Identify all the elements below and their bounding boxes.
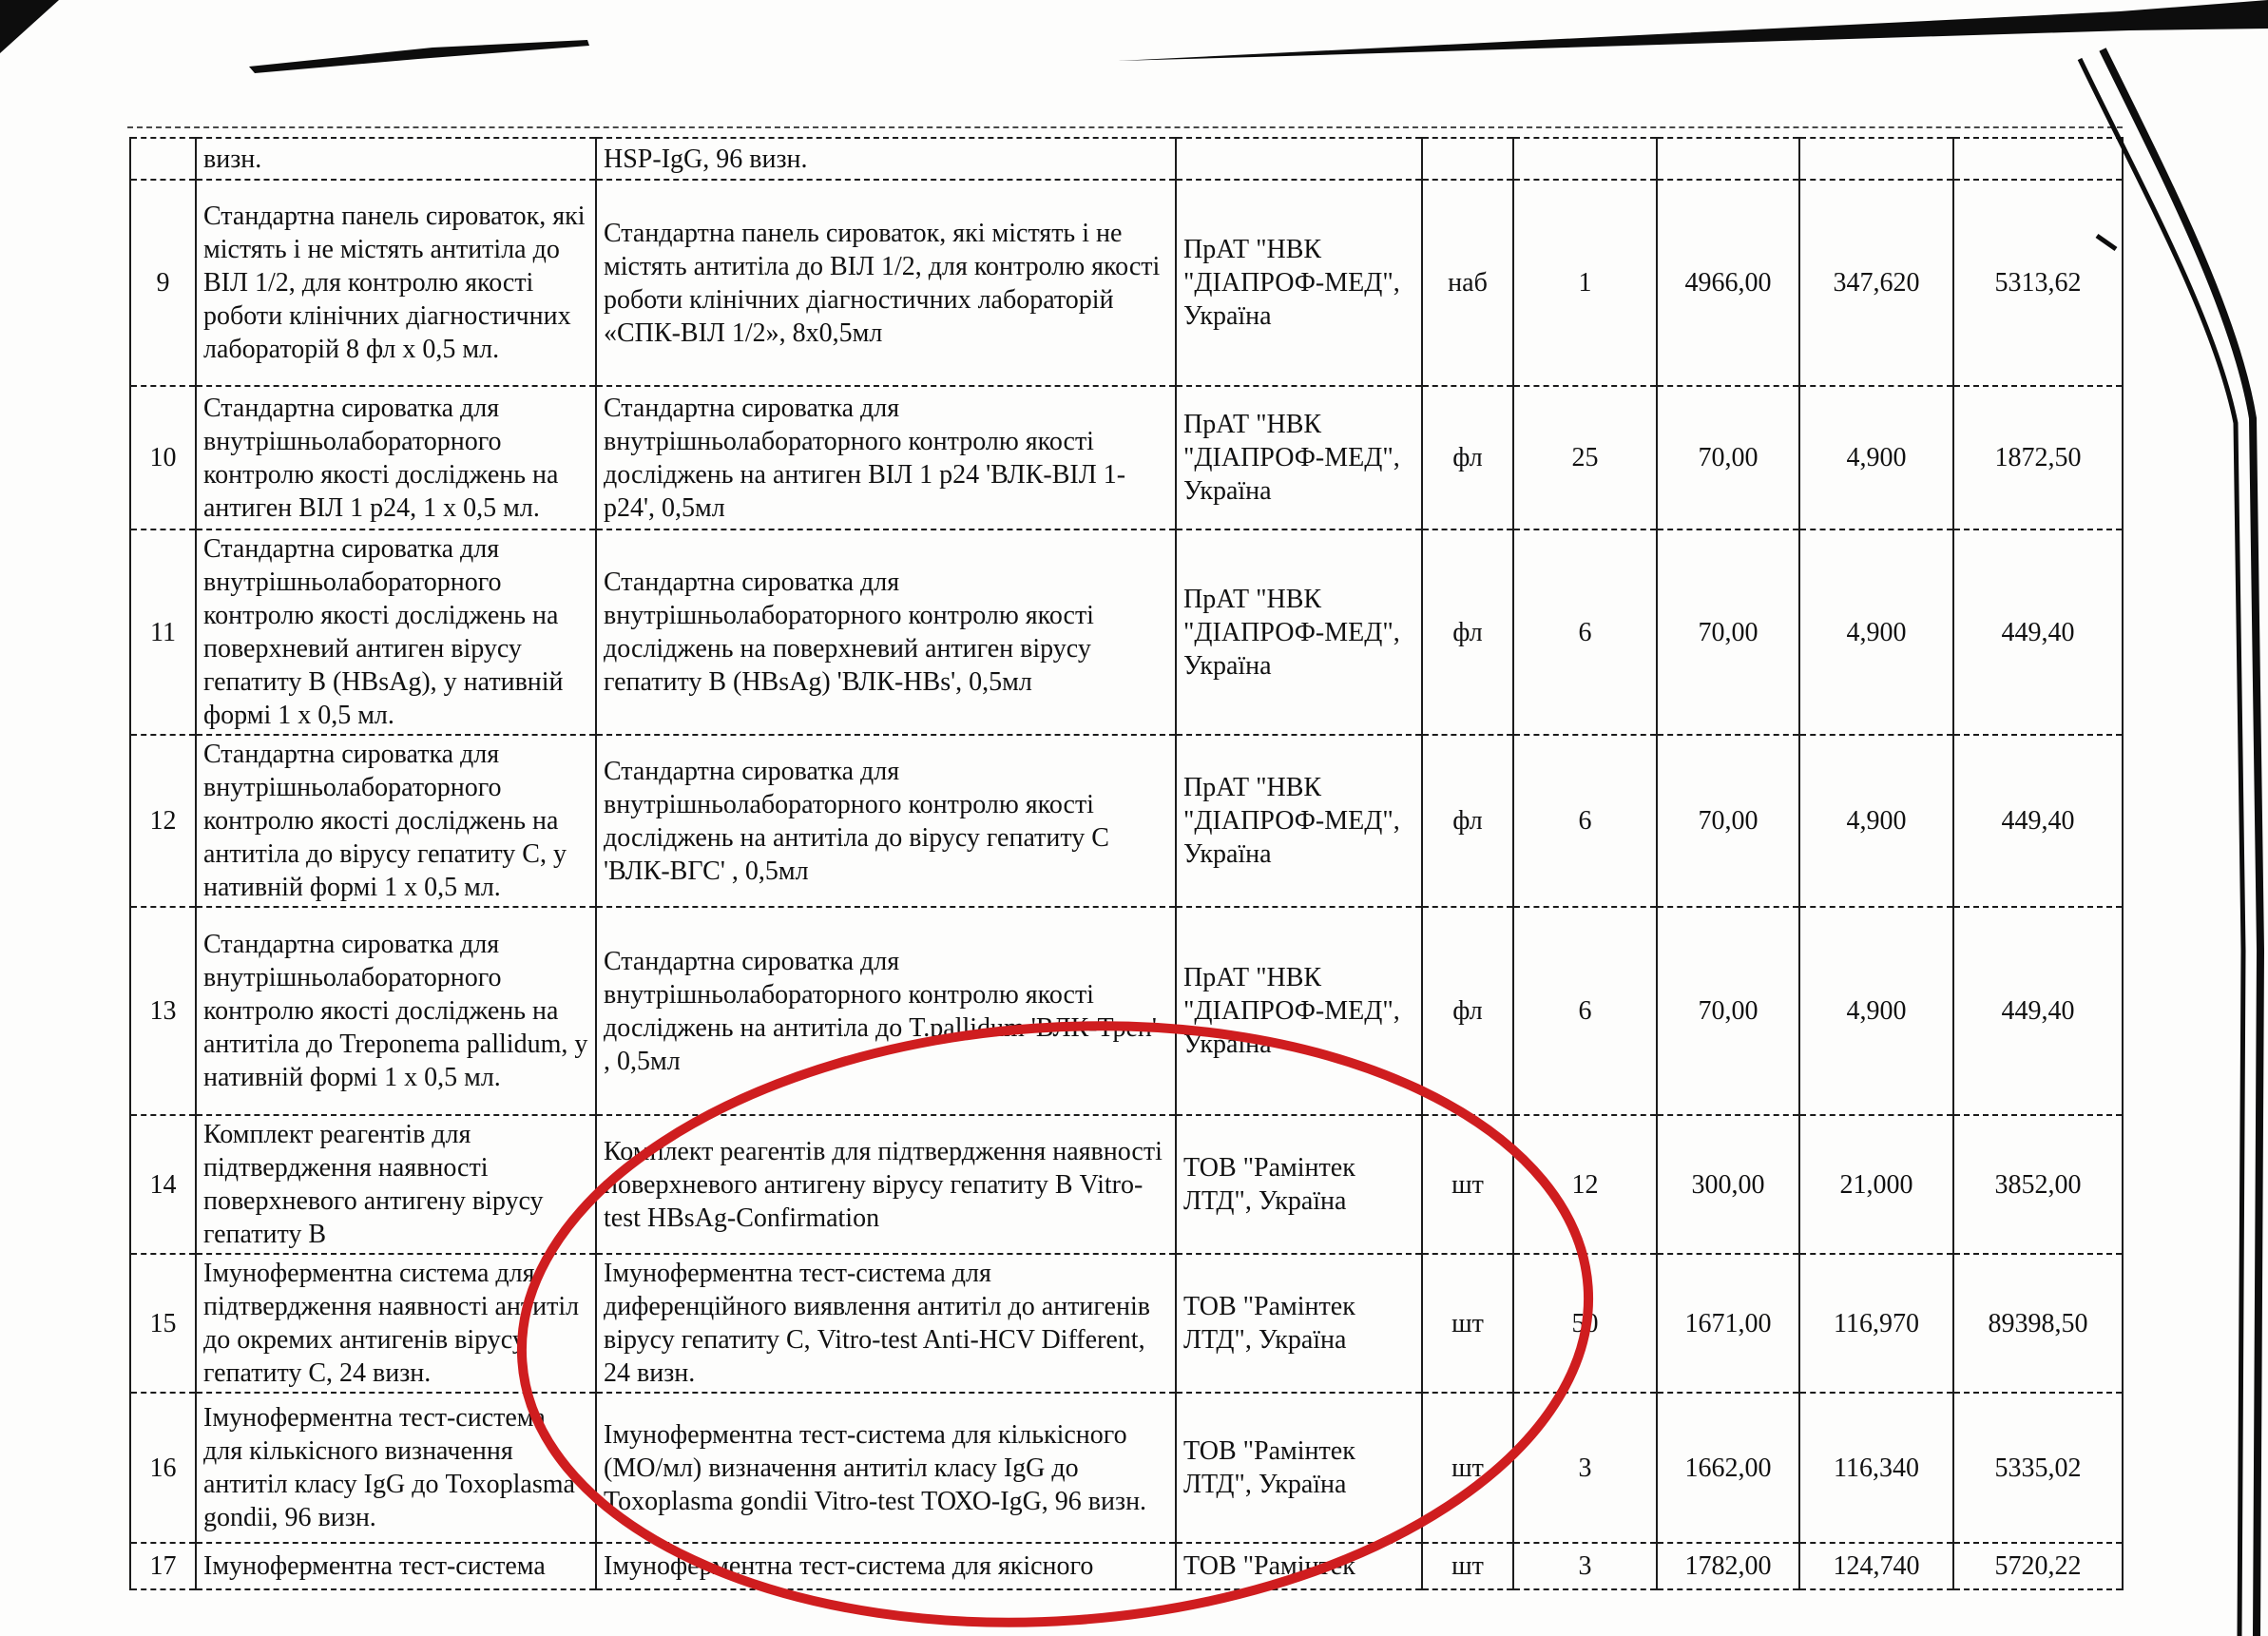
cell-total-sum: 89398,50 — [1953, 1254, 2123, 1393]
cell-unit-price — [1657, 138, 1799, 180]
cell-vat-amount: 124,740 — [1799, 1543, 1953, 1589]
cell-vat-amount: 21,000 — [1799, 1115, 1953, 1254]
cell-item-name: Імуноферментна система для підтвердження наявності антитіл до окремих антигенів вірусу гепатиту С, 24 визн. — [196, 1254, 596, 1393]
cell-row-number: 13 — [130, 907, 196, 1115]
cell-total-sum — [1953, 138, 2123, 180]
table-row — [130, 735, 2123, 907]
cell-offer-description: Імуноферментна тест-система для кількісного (МО/мл) визначення антитіл класу IgG до Toxoplasma gondii Vitro-test ТОХО-IgG, 96 визн. — [596, 1393, 1176, 1543]
cell-row-number: 9 — [130, 180, 196, 386]
cell-unit-price: 4966,00 — [1657, 180, 1799, 386]
cell-total-sum: 3852,00 — [1953, 1115, 2123, 1254]
cell-vat-amount — [1799, 138, 1953, 180]
procurement-table — [129, 137, 2124, 1590]
cell-quantity: 6 — [1513, 529, 1657, 735]
table-row — [130, 1543, 2123, 1589]
cell-row-number: 12 — [130, 735, 196, 907]
scan-artifact-fold-line-outer — [2103, 49, 2260, 1636]
cell-item-name: Імуноферментна тест-система для кількісного визначення антитіл класу IgG до Toxoplasma gondii, 96 визн. — [196, 1393, 596, 1543]
cell-quantity: 6 — [1513, 907, 1657, 1115]
cell-unit-price: 70,00 — [1657, 907, 1799, 1115]
table-row — [130, 386, 2123, 529]
cell-supplier: ПрАТ "НВК "ДІАПРОФ-МЕД", Україна — [1176, 735, 1422, 907]
cell-vat-amount: 4,900 — [1799, 907, 1953, 1115]
cell-unit: шт — [1422, 1543, 1513, 1589]
table-row — [130, 1254, 2123, 1393]
cell-vat-amount: 116,340 — [1799, 1393, 1953, 1543]
cell-unit-price: 70,00 — [1657, 735, 1799, 907]
cell-item-name: Стандартна сироватка для внутрішньолабораторного контролю якості досліджень на антитіла до вірусу гепатиту С, у нативній формі 1 х 0,5 мл. — [196, 735, 596, 907]
cell-row-number: 15 — [130, 1254, 196, 1393]
cell-row-number: 10 — [130, 386, 196, 529]
cell-supplier: ПрАТ "НВК "ДІАПРОФ-МЕД", Україна — [1176, 907, 1422, 1115]
cell-supplier: ТОВ "Рамінтек ЛТД", Україна — [1176, 1254, 1422, 1393]
cell-item-name: Стандартна панель сироваток, які містять і не містять антитіла до ВІЛ 1/2, для контролю якості роботи клінічних діагностичних лабораторій 8 фл х 0,5 мл. — [196, 180, 596, 386]
cell-unit: фл — [1422, 386, 1513, 529]
cell-unit-price: 1671,00 — [1657, 1254, 1799, 1393]
cell-offer-description: Стандартна панель сироваток, які містять і не містять антитіла до ВІЛ 1/2, для контролю якості роботи клінічних діагностичних лабораторій «СПК-ВІЛ 1/2», 8х0,5мл — [596, 180, 1176, 386]
scan-artifact-streak-left — [249, 40, 589, 73]
cell-quantity: 50 — [1513, 1254, 1657, 1393]
cell-quantity: 25 — [1513, 386, 1657, 529]
cell-vat-amount: 347,620 — [1799, 180, 1953, 386]
cell-supplier: ТОВ "Рамінтек ЛТД", Україна — [1176, 1393, 1422, 1543]
cell-total-sum: 449,40 — [1953, 907, 2123, 1115]
cell-offer-description: HSP-IgG, 96 визн. — [596, 138, 1176, 180]
cell-supplier: ТОВ "Рамінтек — [1176, 1543, 1422, 1589]
cell-row-number: 17 — [130, 1543, 196, 1589]
cell-quantity: 1 — [1513, 180, 1657, 386]
cell-unit: фл — [1422, 907, 1513, 1115]
cell-vat-amount: 116,970 — [1799, 1254, 1953, 1393]
table-row — [130, 907, 2123, 1115]
scan-ghost-border-line — [127, 126, 2123, 128]
cell-unit: наб — [1422, 180, 1513, 386]
cell-row-number — [130, 138, 196, 180]
cell-total-sum: 449,40 — [1953, 529, 2123, 735]
cell-quantity: 6 — [1513, 735, 1657, 907]
cell-unit: шт — [1422, 1115, 1513, 1254]
scan-artifact-streak-top — [1118, 0, 2268, 61]
cell-unit-price: 70,00 — [1657, 529, 1799, 735]
cell-unit-price: 70,00 — [1657, 386, 1799, 529]
cell-total-sum: 449,40 — [1953, 735, 2123, 907]
cell-offer-description: Стандартна сироватка для внутрішньолабораторного контролю якості досліджень на поверхневий антиген вірусу гепатиту В (HBsAg) 'ВЛК-HBs', 0,5мл — [596, 529, 1176, 735]
cell-supplier: ТОВ "Рамінтек ЛТД", Україна — [1176, 1115, 1422, 1254]
cell-item-name: Стандартна сироватка для внутрішньолабораторного контролю якості досліджень на антиген ВІЛ 1 р24, 1 х 0,5 мл. — [196, 386, 596, 529]
table-row — [130, 1393, 2123, 1543]
cell-quantity — [1513, 138, 1657, 180]
cell-vat-amount: 4,900 — [1799, 386, 1953, 529]
cell-unit: шт — [1422, 1254, 1513, 1393]
cell-total-sum: 5720,22 — [1953, 1543, 2123, 1589]
table-row — [130, 180, 2123, 386]
cell-unit — [1422, 138, 1513, 180]
cell-row-number: 16 — [130, 1393, 196, 1543]
cell-item-name: визн. — [196, 138, 596, 180]
cell-item-name: Стандартна сироватка для внутрішньолабораторного контролю якості досліджень на антитіла до Treponema pallidum, у нативній формі 1 х 0,5 мл. — [196, 907, 596, 1115]
cell-offer-description: Стандартна сироватка для внутрішньолабораторного контролю якості досліджень на антиген ВІЛ 1 р24 'ВЛК-ВІЛ 1-р24', 0,5мл — [596, 386, 1176, 529]
cell-total-sum: 5335,02 — [1953, 1393, 2123, 1543]
cell-offer-description: Імуноферментна тест-система для якісного — [596, 1543, 1176, 1589]
cell-unit-price: 300,00 — [1657, 1115, 1799, 1254]
cell-offer-description: Імуноферментна тест-система для диференційного виявлення антитіл до антигенів вірусу гепатиту С, Vitro-test Anti-HCV Different, 24 визн. — [596, 1254, 1176, 1393]
cell-vat-amount: 4,900 — [1799, 735, 1953, 907]
cell-unit: шт — [1422, 1393, 1513, 1543]
cell-supplier: ПрАТ "НВК "ДІАПРОФ-МЕД", Україна — [1176, 180, 1422, 386]
cell-supplier: ПрАТ "НВК "ДІАПРОФ-МЕД", Україна — [1176, 529, 1422, 735]
cell-supplier: ПрАТ "НВК "ДІАПРОФ-МЕД", Україна — [1176, 386, 1422, 529]
table-row — [130, 138, 2123, 180]
cell-row-number: 14 — [130, 1115, 196, 1254]
cell-item-name: Імуноферментна тест-система — [196, 1543, 596, 1589]
scan-artifact-corner-wedge — [0, 0, 59, 53]
cell-quantity: 12 — [1513, 1115, 1657, 1254]
cell-unit-price: 1782,00 — [1657, 1543, 1799, 1589]
cell-offer-description: Стандартна сироватка для внутрішньолабораторного контролю якості досліджень на антитіла до вірусу гепатиту С 'ВЛК-ВГС' , 0,5мл — [596, 735, 1176, 907]
cell-quantity: 3 — [1513, 1393, 1657, 1543]
cell-vat-amount: 4,900 — [1799, 529, 1953, 735]
table-row — [130, 1115, 2123, 1254]
table-row — [130, 529, 2123, 735]
cell-item-name: Комплект реагентів для підтвердження наявності поверхневого антигену вірусу гепатиту В — [196, 1115, 596, 1254]
cell-unit: фл — [1422, 735, 1513, 907]
cell-row-number: 11 — [130, 529, 196, 735]
cell-total-sum: 5313,62 — [1953, 180, 2123, 386]
cell-offer-description: Стандартна сироватка для внутрішньолабораторного контролю якості досліджень на антитіла до T.pallidum 'ВЛК-Треп' , 0,5мл — [596, 907, 1176, 1115]
cell-supplier — [1176, 138, 1422, 180]
cell-offer-description: Комплект реагентів для підтвердження наявності поверхневого антигену вірусу гепатиту В Vitro-test HBsAg-Confirmation — [596, 1115, 1176, 1254]
cell-unit-price: 1662,00 — [1657, 1393, 1799, 1543]
cell-unit: фл — [1422, 529, 1513, 735]
cell-item-name: Стандартна сироватка для внутрішньолабораторного контролю якості досліджень на поверхневий антиген вірусу гепатиту В (HBsAg), у нативній формі 1 х 0,5 мл. — [196, 529, 596, 735]
cell-total-sum: 1872,50 — [1953, 386, 2123, 529]
cell-quantity: 3 — [1513, 1543, 1657, 1589]
